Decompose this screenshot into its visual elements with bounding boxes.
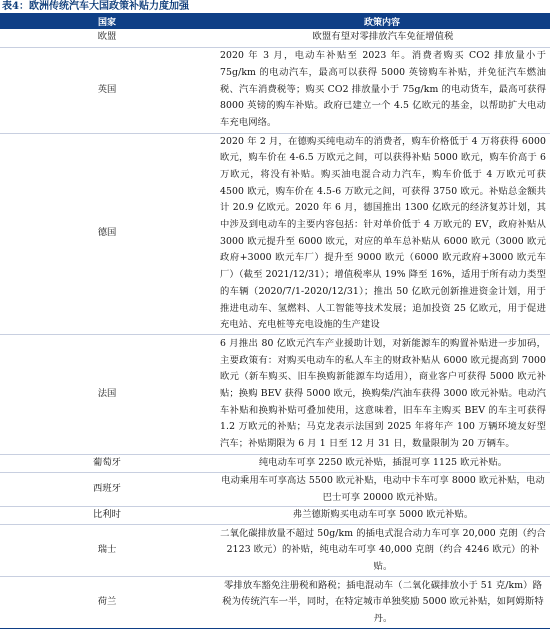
table-row-portugal [0,454,550,472]
table-row-netherlands [0,577,550,629]
policy-cell: 纯电动车可享 2250 欧元补贴，插混可享 1125 欧元补贴。 [214,454,550,472]
policy-cell: 6 月推出 80 亿欧元汽车产业援助计划，对新能源车的购置补贴进一步加码，主要政策有：对购买电动车的私人车主的财政补贴从 6000 欧元提高到 7000 欧元（新车购买、旧车换购新能源车均适用），商业客户可获得 5000 欧元补贴；换购 BEV 获得 5000 欧元，换购柴/汽油车获得 3000 欧元补贴。电动汽车补贴和换购补贴可叠加使用，这意味着，旧车车主购买 BEV 的车主可获得 1.2 万欧元的补贴；马克龙表示法国到 2025 年将年产 100 万辆环境友好型汽车；补贴期限为 6 月 1 日至 12 月 31 日，数量限制为 20 万辆车。 [214,334,550,454]
header-policy: 政策内容 [214,13,550,29]
table-row-belgium [0,507,550,525]
table-header-row [0,13,550,29]
country-cell: 比利时 [0,507,214,525]
country-cell: 西班牙 [0,472,214,506]
country-cell: 德国 [0,133,214,334]
table-row-spain [0,472,550,506]
policy-table [0,13,550,629]
table-row-uk [0,47,550,133]
table-row-switzerland [0,525,550,577]
country-cell: 葡萄牙 [0,454,214,472]
country-cell: 瑞士 [0,525,214,577]
policy-cell: 欧盟有望对零排放汽车免征增值税 [214,29,550,47]
policy-cell: 电动乘用车可享高达 5500 欧元补贴，电动中卡车可享 8000 欧元补贴，电动巴士可享 20000 欧元补贴。 [214,472,550,506]
country-cell: 英国 [0,47,214,133]
policy-cell: 2020 年 3 月，电动车补贴至 2023 年。消费者购买 CO2 排放量小于 75g/km 的电动汽车，最高可以获得 5000 英镑购车补贴，并免征汽车燃油税、汽车消费税等；购买 CO2 排放量小于 75g/km 的电动货车，最高可获得 8000 英镑的购车补贴。政府已建立一个 4.5 亿欧元的基金，以帮助扩大电动车充电网络。 [214,47,550,133]
header-country: 国家 [0,13,214,29]
country-cell: 荷兰 [0,577,214,629]
table-row-eu [0,29,550,47]
policy-cell: 二氧化碳排放量不超过 50g/km 的插电式混合动力车可享 20,000 克朗（约合 2123 欧元）的补贴，纯电动车可享 40,000 克朗（约合 4246 欧元）的补贴。 [214,525,550,577]
table-row-germany [0,133,550,334]
country-cell: 欧盟 [0,29,214,47]
policy-cell: 2020 年 2 月，在德购买纯电动车的消费者，购车价格低于 4 万将获得 6000 欧元，购车价在 4-6.5 万欧元之间，可以获得补贴 5000 欧元，购车价高于 6 万欧元，将没有补贴。购买油电混合动力汽车，购车价低于 4 万欧元可获 4500 欧元，购车价在 4.5-6 万欧元之间，可获得 3750 欧元。补贴总金额共计 20.9 亿欧元。2020 年 6 月，德国推出 1300 亿欧元的经济复苏计划，其中涉及到电动车的主要内容包括：针对单价低于 4 万欧元的 EV，政府补贴从 3000 欧元提升至 6000 欧元，对应的单车总补贴从 6000 欧元（3000 欧元政府+3000 欧元车厂）提升至 9000 欧元（6000 欧元政府+3000 欧元车厂）（截至 2021/12/31）；增值税率从 19% 降至 16%，适用于所有动力类型的车辆（2020/7/1-2020/12/31）；推出 50 亿欧元创新推进资金计划，用于推进电动车、氢燃料、人工智能等技术发展；追加投资 25 亿欧元，用于促进充电站、充电桩等充电设施的生产建设 [214,133,550,334]
policy-cell: 弗兰德斯购买电动车可享 5000 欧元补贴。 [214,507,550,525]
table-row-france [0,334,550,454]
policy-cell: 零排放车豁免注册税和路税；插电混动车（二氧化碳排放小于 51 克/km）路税为传统汽车一半，同时，在特定城市单独奖励 5000 欧元补贴，如阿姆斯特丹。 [214,577,550,629]
country-cell: 法国 [0,334,214,454]
table-caption: 表4：欧洲传统汽车大国政策补贴力度加强 [2,1,189,12]
